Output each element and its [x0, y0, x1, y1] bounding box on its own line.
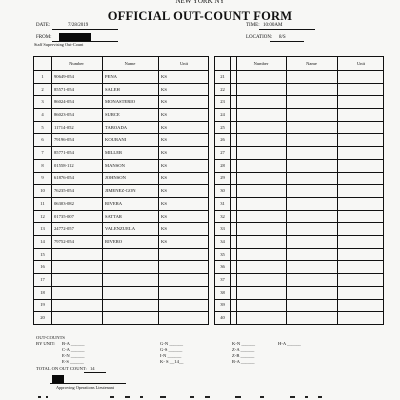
- table-row: [215, 95, 383, 109]
- row-index: 21: [220, 73, 225, 79]
- row-index: 25: [220, 124, 225, 130]
- inmate-name: TABOADA: [105, 124, 128, 130]
- table-row: [34, 197, 208, 211]
- inmate-unit: KS: [161, 99, 167, 105]
- table-row: [34, 70, 208, 84]
- city-header: NEW YORK NY: [175, 0, 225, 5]
- inmate-unit: [161, 248, 201, 261]
- row-index: 38: [220, 289, 225, 295]
- table-row: [215, 235, 383, 249]
- inmate-unit: KS: [161, 124, 167, 130]
- form-title: OFFICIAL OUT-COUNT FORM: [107, 9, 293, 23]
- inmate-name: MILLER: [105, 150, 123, 156]
- row-index: 12: [40, 213, 45, 219]
- cut-off-footer-text: [0, 395, 400, 400]
- row-index: 34: [220, 238, 225, 244]
- inmate-name: [105, 286, 158, 299]
- inmate-number: 24772-057: [54, 226, 74, 232]
- inmate-number: 11714-052: [54, 124, 74, 130]
- inmate-unit: KS: [161, 226, 167, 232]
- row-index: 15: [40, 251, 45, 257]
- inmate-unit: KS: [161, 137, 167, 143]
- row-index: 5: [41, 124, 44, 130]
- out-counts-title: OUT-COUNTS: [36, 335, 65, 340]
- inmate-number: 85771-054: [54, 150, 74, 156]
- by-unit-label: BY UNIT:: [36, 341, 56, 346]
- unit-count-e-s: E-S ______: [62, 359, 84, 364]
- from-caption: Staff Supervising Out-Count: [34, 42, 84, 47]
- inmate-name: JIMENEZ-GON: [105, 188, 136, 194]
- unit-count-z-b: Z-B ______: [232, 353, 255, 358]
- inmate-number: 79752-054: [54, 238, 74, 244]
- right-table-divider: [337, 57, 338, 324]
- inmate-unit: KS: [161, 162, 167, 168]
- table-row: [34, 159, 208, 173]
- inmate-name: MANSON: [105, 162, 125, 168]
- inmate-name: SATTAR: [105, 213, 122, 219]
- row-index: 11: [40, 200, 45, 206]
- right-table-divider: [230, 57, 231, 324]
- inmate-name: SURCE: [105, 111, 120, 117]
- time-underline: [259, 29, 315, 30]
- table-row: [34, 222, 208, 236]
- table-row: [215, 222, 383, 236]
- table-row: [34, 311, 208, 324]
- table-row: [34, 121, 208, 135]
- row-index: 40: [220, 315, 225, 321]
- row-index: 7: [41, 150, 44, 156]
- col-header-name: Name: [306, 61, 317, 66]
- inmate-number: [54, 261, 102, 274]
- right-table-divider: [236, 57, 237, 324]
- row-index: 37: [220, 277, 225, 283]
- col-header-name: Name: [124, 61, 136, 66]
- date-label: DATE:: [36, 23, 51, 28]
- table-row: [215, 146, 383, 160]
- unit-count-r-a: R-A ______: [232, 359, 255, 364]
- unit-count-e-n: E-N ______: [62, 353, 85, 358]
- col-header-number: Number: [253, 61, 269, 66]
- table-row: [215, 261, 383, 275]
- inmate-number: 90649-054: [54, 73, 74, 79]
- row-index: 17: [40, 277, 45, 283]
- table-row: [215, 286, 383, 300]
- table-row: [34, 95, 208, 109]
- row-index: 27: [220, 150, 225, 156]
- table-row: [34, 172, 208, 186]
- table-row: [215, 159, 383, 173]
- inmate-number: 01735-007: [54, 213, 74, 219]
- table-row: [215, 197, 383, 211]
- right-table: [214, 56, 384, 325]
- inmate-number: [54, 286, 102, 299]
- inmate-unit: KS: [161, 73, 167, 79]
- inmate-name: KOURANI: [105, 137, 127, 143]
- row-index: 23: [220, 99, 225, 105]
- left-table-divider: [102, 57, 103, 324]
- row-index: 30: [220, 188, 225, 194]
- total-underline: [84, 372, 106, 373]
- row-index: 13: [40, 226, 45, 232]
- unit-count-k-s: K- S __14__: [160, 359, 184, 364]
- table-row: [215, 83, 383, 97]
- table-row: [34, 146, 208, 160]
- right-table-divider: [286, 57, 287, 324]
- inmate-name: MONASTERIO: [105, 99, 136, 105]
- inmate-name: SALEH: [105, 86, 120, 92]
- inmate-unit: KS: [161, 175, 167, 181]
- row-index: 16: [40, 264, 45, 270]
- inmate-name: [105, 311, 158, 324]
- inmate-name: [105, 261, 158, 274]
- row-index: 22: [220, 86, 225, 92]
- location-label: LOCATION:: [246, 35, 273, 40]
- inmate-number: 01558-112: [54, 162, 74, 168]
- unit-count-z-a: Z-A ______: [232, 347, 255, 352]
- inmate-number: 61876-054: [54, 175, 74, 181]
- inmate-unit: [161, 273, 201, 286]
- location-value: 8/S: [279, 34, 286, 40]
- col-header-unit: Unit: [356, 61, 365, 66]
- row-index: 10: [40, 188, 45, 194]
- table-row: [34, 273, 208, 287]
- left-table: [33, 56, 209, 325]
- inmate-number: 79196-054: [54, 137, 74, 143]
- row-index: 26: [220, 137, 225, 143]
- inmate-number: 85571-054: [54, 86, 74, 92]
- inmate-unit: [161, 299, 201, 312]
- row-index: 24: [220, 111, 225, 117]
- total-label: TOTAL ON OUT COUNT:: [36, 366, 87, 371]
- inmate-unit: KS: [161, 188, 167, 194]
- table-row: [215, 121, 383, 135]
- inmate-number: [54, 311, 102, 324]
- inmate-unit: KS: [161, 150, 167, 156]
- inmate-number: [54, 248, 102, 261]
- left-table-divider: [158, 57, 159, 324]
- date-value: 7/28/2019: [68, 22, 89, 28]
- inmate-name: RIVERO: [105, 238, 123, 244]
- table-row: [34, 299, 208, 313]
- row-index: 8: [41, 162, 44, 168]
- row-index: 28: [220, 162, 225, 168]
- table-row: [34, 83, 208, 97]
- table-row: [34, 210, 208, 224]
- table-row: [34, 134, 208, 148]
- table-row: [215, 108, 383, 122]
- unit-count-g-s: G-S ______: [160, 347, 183, 352]
- table-row: [215, 184, 383, 198]
- row-index: 1: [41, 73, 44, 79]
- time-label: TIME:: [246, 23, 260, 28]
- row-index: 3: [41, 99, 44, 105]
- inmate-unit: KS: [161, 86, 167, 92]
- inmate-unit: [161, 261, 201, 274]
- table-row: [34, 286, 208, 300]
- table-row: [215, 70, 383, 84]
- left-table-header: [34, 57, 208, 71]
- inmate-unit: KS: [161, 238, 167, 244]
- inmate-name: RIVERA: [105, 200, 123, 206]
- col-header-number: Number: [69, 61, 84, 66]
- date-underline: [52, 29, 118, 30]
- unit-count-i-n: I-N ______: [160, 353, 182, 358]
- table-row: [34, 235, 208, 249]
- table-row: [215, 172, 383, 186]
- table-row: [215, 210, 383, 224]
- row-index: 4: [41, 111, 44, 117]
- table-row: [215, 248, 383, 262]
- inmate-name: [105, 273, 158, 286]
- inmate-unit: KS: [161, 200, 167, 206]
- time-value: 10:00AM: [263, 22, 283, 28]
- table-row: [215, 134, 383, 148]
- row-index: 36: [220, 264, 225, 270]
- location-underline: [270, 41, 304, 42]
- inmate-unit: KS: [161, 213, 167, 219]
- redacted-signature-block: [52, 375, 64, 383]
- from-label: FROM:: [36, 35, 52, 40]
- row-index: 19: [40, 302, 45, 308]
- inmate-name: [105, 248, 158, 261]
- approving-signature-line: [50, 383, 126, 384]
- unit-count-h-a: H-A ______: [278, 341, 301, 346]
- table-row: [215, 273, 383, 287]
- table-row: [215, 299, 383, 313]
- inmate-name: VALENZUELA: [105, 226, 136, 232]
- row-index: 39: [220, 302, 225, 308]
- inmate-number: [54, 273, 102, 286]
- table-row: [34, 108, 208, 122]
- inmate-number: 86024-054: [54, 99, 74, 105]
- inmate-number: 06303-082: [54, 200, 74, 206]
- inmate-number: [54, 299, 102, 312]
- table-row: [34, 184, 208, 198]
- table-row: [34, 261, 208, 275]
- inmate-name: [105, 299, 158, 312]
- row-index: 6: [41, 137, 44, 143]
- inmate-name: PENA: [105, 73, 117, 79]
- table-row: [34, 248, 208, 262]
- row-index: 35: [220, 251, 225, 257]
- row-index: 18: [40, 289, 45, 295]
- total-value: 14: [90, 365, 95, 371]
- col-header-unit: Unit: [179, 61, 188, 66]
- unit-count-k-n: K-N ______: [232, 341, 256, 346]
- unit-count-b-a: B-A ______: [62, 341, 85, 346]
- inmate-unit: [161, 286, 201, 299]
- row-index: 2: [41, 86, 44, 92]
- row-index: 20: [40, 315, 45, 321]
- approving-caption: Approving Operations Lieutenant: [56, 385, 114, 390]
- inmate-unit: KS: [161, 111, 167, 117]
- left-table-divider: [51, 57, 52, 324]
- unit-count-g-n: G-N ______: [160, 341, 184, 346]
- inmate-unit: [161, 311, 201, 324]
- row-index: 14: [40, 238, 45, 244]
- unit-count-c-a: C-A ______: [62, 347, 85, 352]
- row-index: 32: [220, 213, 225, 219]
- row-index: 33: [220, 226, 225, 232]
- row-index: 31: [220, 200, 225, 206]
- redacted-name-block: [59, 33, 91, 41]
- right-table-header: [215, 57, 383, 71]
- inmate-name: JOHNSON: [105, 175, 126, 181]
- table-row: [215, 311, 383, 324]
- inmate-number: 86023-054: [54, 111, 74, 117]
- row-index: 29: [220, 175, 225, 181]
- inmate-number: 76235-054: [54, 188, 74, 194]
- row-index: 9: [41, 175, 44, 181]
